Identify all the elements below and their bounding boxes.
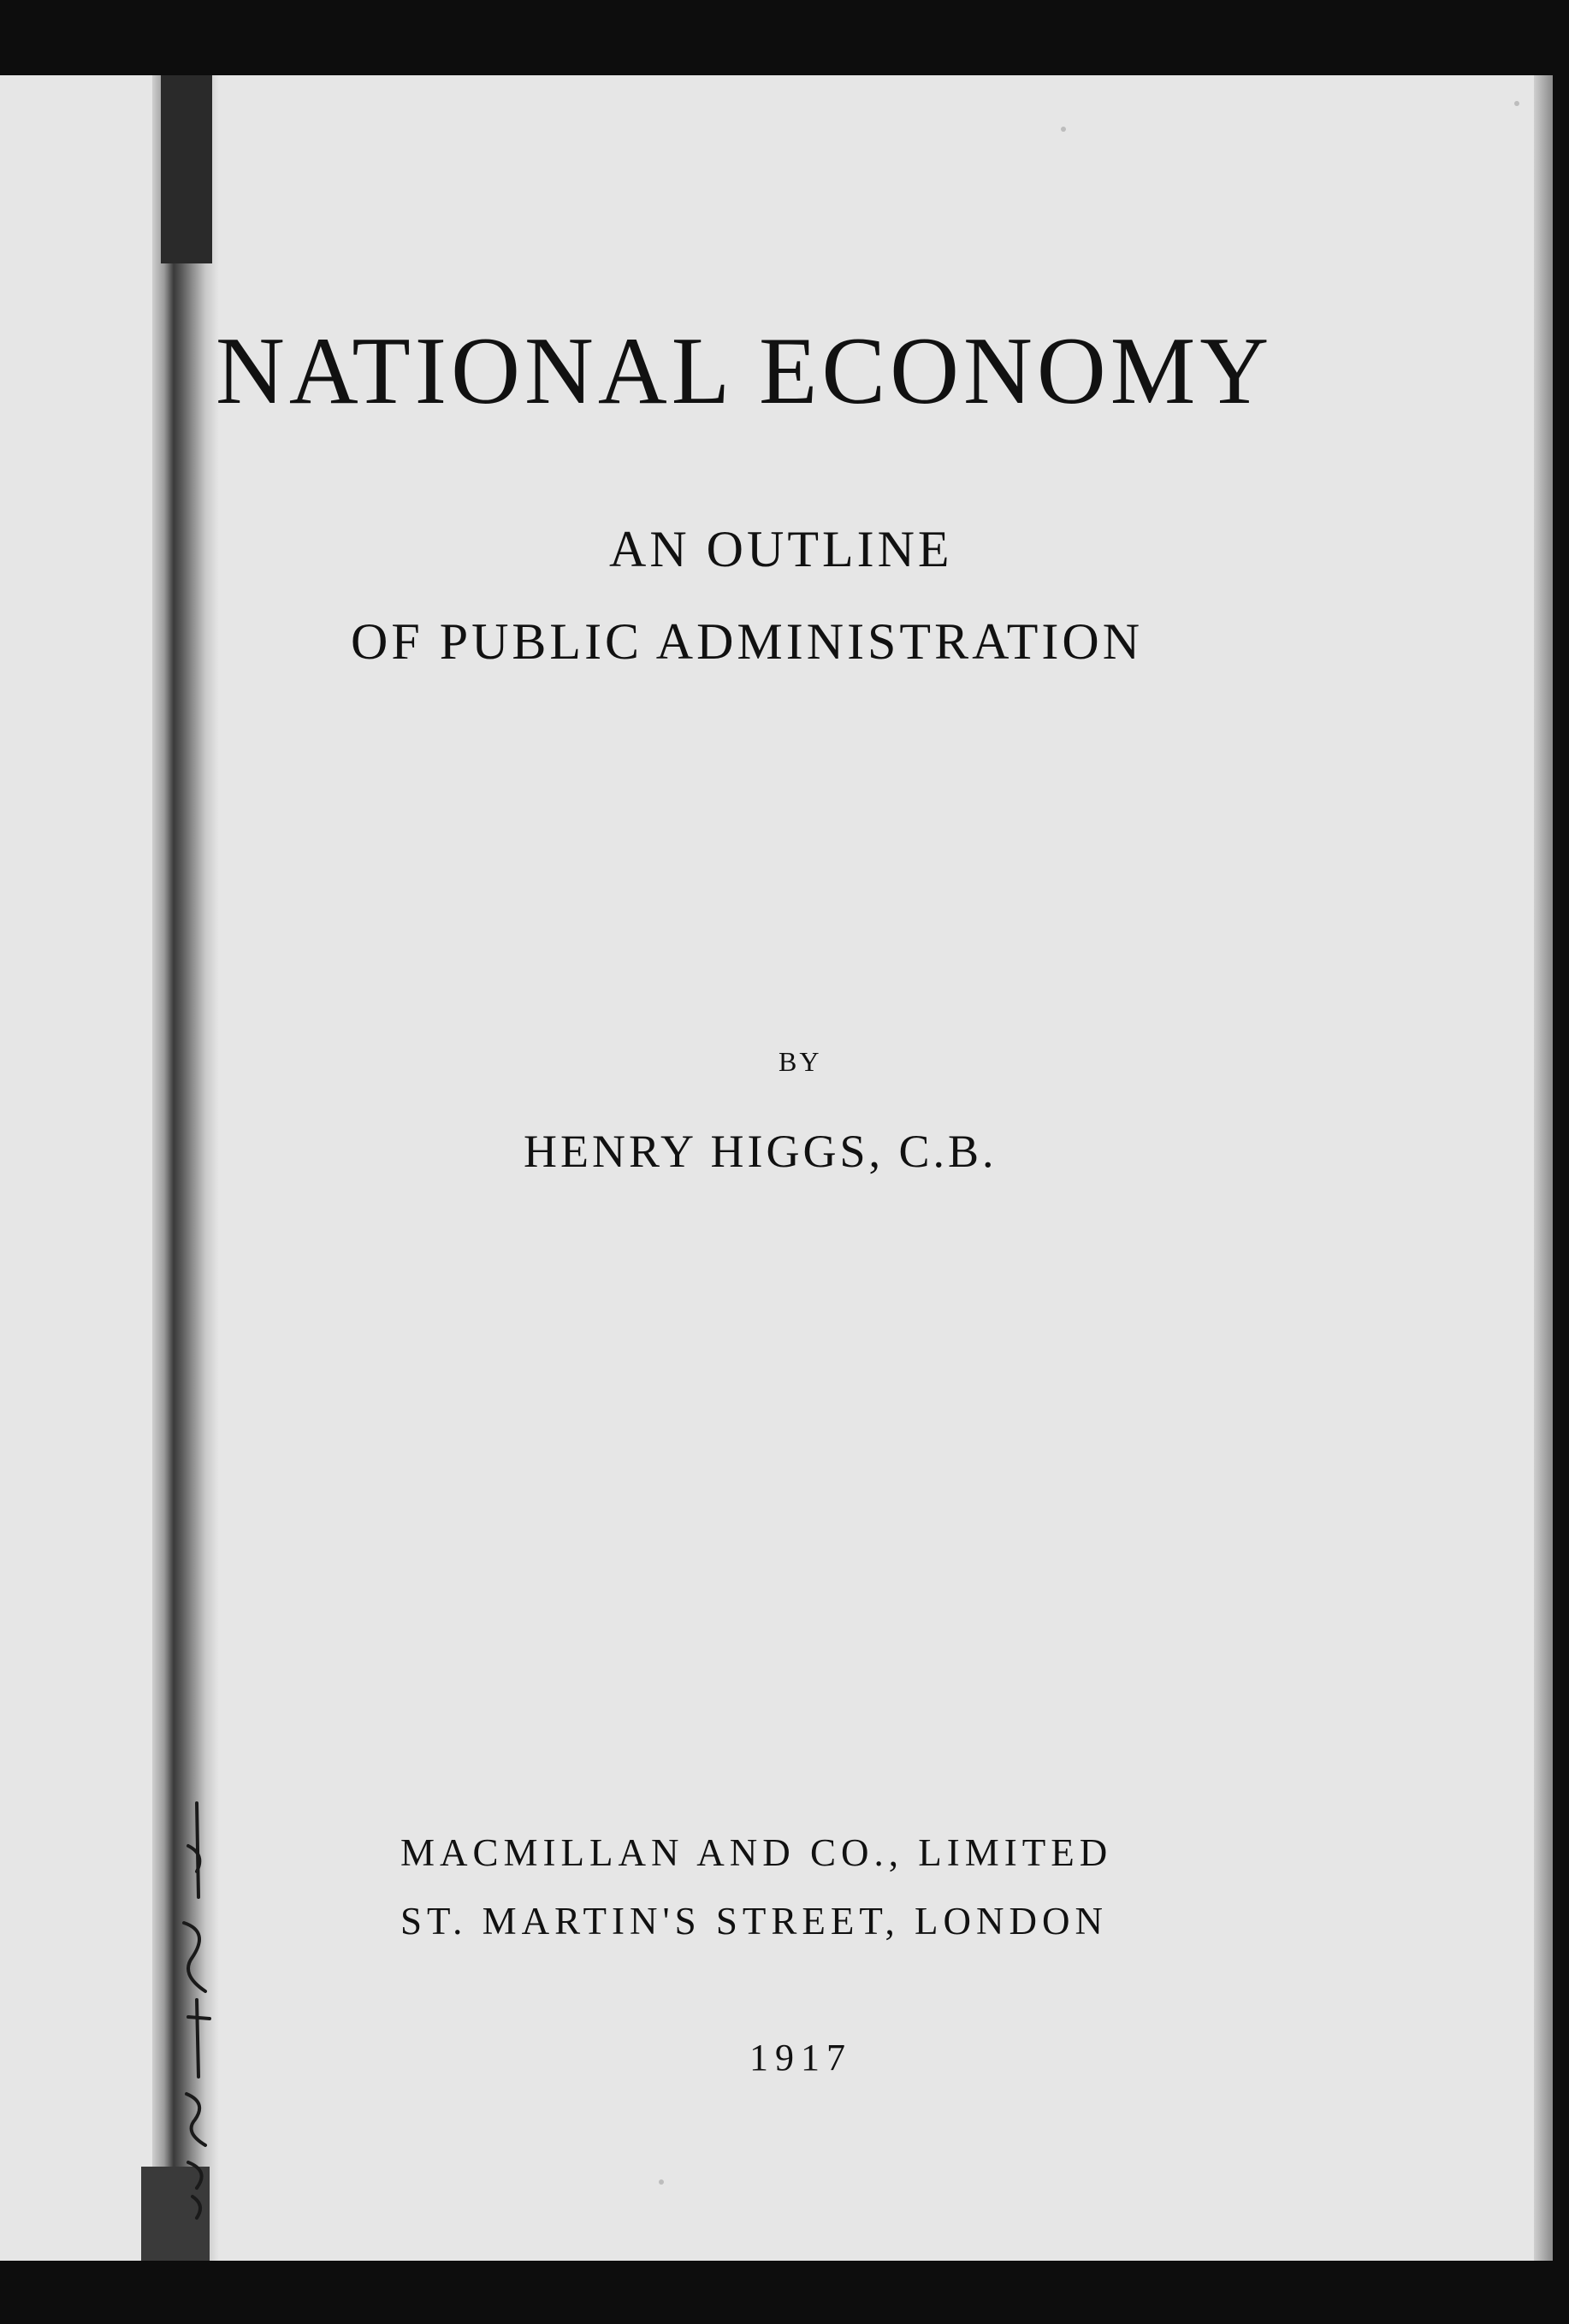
title-page	[0, 75, 1553, 2261]
subtitle-line-2: OF PUBLIC ADMINISTRATION	[351, 613, 1144, 670]
publisher-line-1: MACMILLAN AND CO., LIMITED	[400, 1831, 1113, 1874]
handwritten-signature	[163, 1795, 231, 2222]
book-title: NATIONAL ECONOMY	[216, 318, 1274, 424]
gutter-shadow-top	[161, 75, 212, 263]
subtitle-line-1: AN OUTLINE	[609, 521, 953, 577]
author-name: HENRY HIGGS, C.B.	[524, 1126, 998, 1177]
publisher-line-2: ST. MARTIN'S STREET, LONDON	[400, 1900, 1108, 1943]
page-edge	[1534, 75, 1553, 2261]
publication-year: 1917	[749, 2037, 852, 2079]
by-label: BY	[779, 1046, 822, 1077]
